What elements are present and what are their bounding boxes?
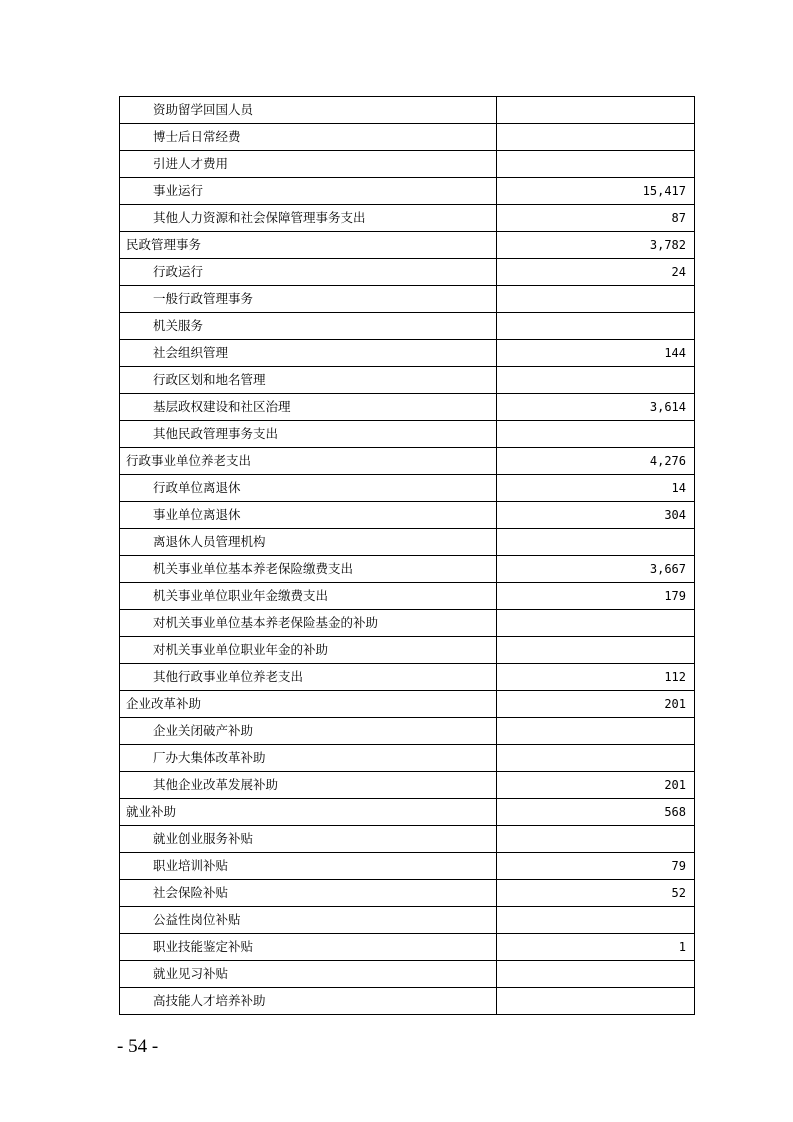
table-row [120, 124, 695, 151]
row-item-name: 就业见习补贴 [120, 961, 497, 988]
row-item-name: 社会组织管理 [120, 340, 497, 367]
table-row [120, 853, 695, 880]
table-row [120, 961, 695, 988]
table-row [120, 394, 695, 421]
row-item-name: 就业补助 [120, 799, 497, 826]
table-row [120, 718, 695, 745]
table-row [120, 97, 695, 124]
row-amount: 201 [497, 772, 695, 799]
row-item-name: 其他行政事业单位养老支出 [120, 664, 497, 691]
page-number: - 54 - [117, 1036, 159, 1057]
row-item-name: 其他企业改革发展补助 [120, 772, 497, 799]
table-row [120, 367, 695, 394]
row-item-name: 职业培训补贴 [120, 853, 497, 880]
row-item-name: 公益性岗位补贴 [120, 907, 497, 934]
row-amount [497, 421, 695, 448]
row-item-name: 行政事业单位养老支出 [120, 448, 497, 475]
row-item-name: 其他民政管理事务支出 [120, 421, 497, 448]
row-amount: 87 [497, 205, 695, 232]
row-amount: 4,276 [497, 448, 695, 475]
table-row [120, 907, 695, 934]
row-amount: 179 [497, 583, 695, 610]
table-row [120, 610, 695, 637]
row-item-name: 一般行政管理事务 [120, 286, 497, 313]
row-item-name: 行政运行 [120, 259, 497, 286]
row-item-name: 资助留学回国人员 [120, 97, 497, 124]
row-amount: 201 [497, 691, 695, 718]
table-row [120, 583, 695, 610]
row-amount: 3,782 [497, 232, 695, 259]
table-row [120, 664, 695, 691]
row-amount [497, 367, 695, 394]
row-item-name: 对机关事业单位职业年金的补助 [120, 637, 497, 664]
row-item-name: 事业单位离退休 [120, 502, 497, 529]
table-row [120, 745, 695, 772]
table-row [120, 286, 695, 313]
row-item-name: 其他人力资源和社会保障管理事务支出 [120, 205, 497, 232]
budget-table-body [120, 97, 695, 1015]
row-amount: 14 [497, 475, 695, 502]
row-amount: 15,417 [497, 178, 695, 205]
row-amount [497, 286, 695, 313]
table-row [120, 313, 695, 340]
row-item-name: 事业运行 [120, 178, 497, 205]
table-row [120, 799, 695, 826]
row-item-name: 就业创业服务补贴 [120, 826, 497, 853]
row-amount [497, 988, 695, 1015]
row-amount [497, 907, 695, 934]
row-item-name: 引进人才费用 [120, 151, 497, 178]
row-amount [497, 97, 695, 124]
table-row [120, 772, 695, 799]
table-row [120, 448, 695, 475]
row-item-name: 行政单位离退休 [120, 475, 497, 502]
table-row [120, 259, 695, 286]
row-amount [497, 745, 695, 772]
row-item-name: 高技能人才培养补助 [120, 988, 497, 1015]
table-row [120, 178, 695, 205]
row-amount [497, 826, 695, 853]
row-item-name: 行政区划和地名管理 [120, 367, 497, 394]
row-amount [497, 961, 695, 988]
row-amount [497, 529, 695, 556]
row-item-name: 基层政权建设和社区治理 [120, 394, 497, 421]
row-amount: 52 [497, 880, 695, 907]
budget-table [119, 96, 695, 1015]
row-amount: 144 [497, 340, 695, 367]
table-row [120, 988, 695, 1015]
table-row [120, 529, 695, 556]
row-amount [497, 637, 695, 664]
row-amount: 3,614 [497, 394, 695, 421]
table-row [120, 880, 695, 907]
row-item-name: 社会保险补贴 [120, 880, 497, 907]
row-amount [497, 610, 695, 637]
row-amount: 79 [497, 853, 695, 880]
table-row [120, 205, 695, 232]
row-item-name: 民政管理事务 [120, 232, 497, 259]
row-item-name: 企业关闭破产补助 [120, 718, 497, 745]
table-row [120, 502, 695, 529]
row-amount: 1 [497, 934, 695, 961]
table-row [120, 151, 695, 178]
row-amount: 3,667 [497, 556, 695, 583]
row-item-name: 博士后日常经费 [120, 124, 497, 151]
table-row [120, 340, 695, 367]
row-amount [497, 151, 695, 178]
row-item-name: 机关事业单位基本养老保险缴费支出 [120, 556, 497, 583]
table-row [120, 421, 695, 448]
row-item-name: 机关事业单位职业年金缴费支出 [120, 583, 497, 610]
row-amount: 112 [497, 664, 695, 691]
row-amount [497, 313, 695, 340]
row-amount: 24 [497, 259, 695, 286]
row-item-name: 机关服务 [120, 313, 497, 340]
table-row [120, 934, 695, 961]
row-amount [497, 718, 695, 745]
row-amount: 304 [497, 502, 695, 529]
table-row [120, 475, 695, 502]
row-item-name: 离退休人员管理机构 [120, 529, 497, 556]
row-item-name: 厂办大集体改革补助 [120, 745, 497, 772]
row-item-name: 职业技能鉴定补贴 [120, 934, 497, 961]
row-item-name: 企业改革补助 [120, 691, 497, 718]
row-item-name: 对机关事业单位基本养老保险基金的补助 [120, 610, 497, 637]
table-row [120, 826, 695, 853]
table-row [120, 556, 695, 583]
table-row [120, 637, 695, 664]
row-amount [497, 124, 695, 151]
row-amount: 568 [497, 799, 695, 826]
table-row [120, 691, 695, 718]
table-row [120, 232, 695, 259]
